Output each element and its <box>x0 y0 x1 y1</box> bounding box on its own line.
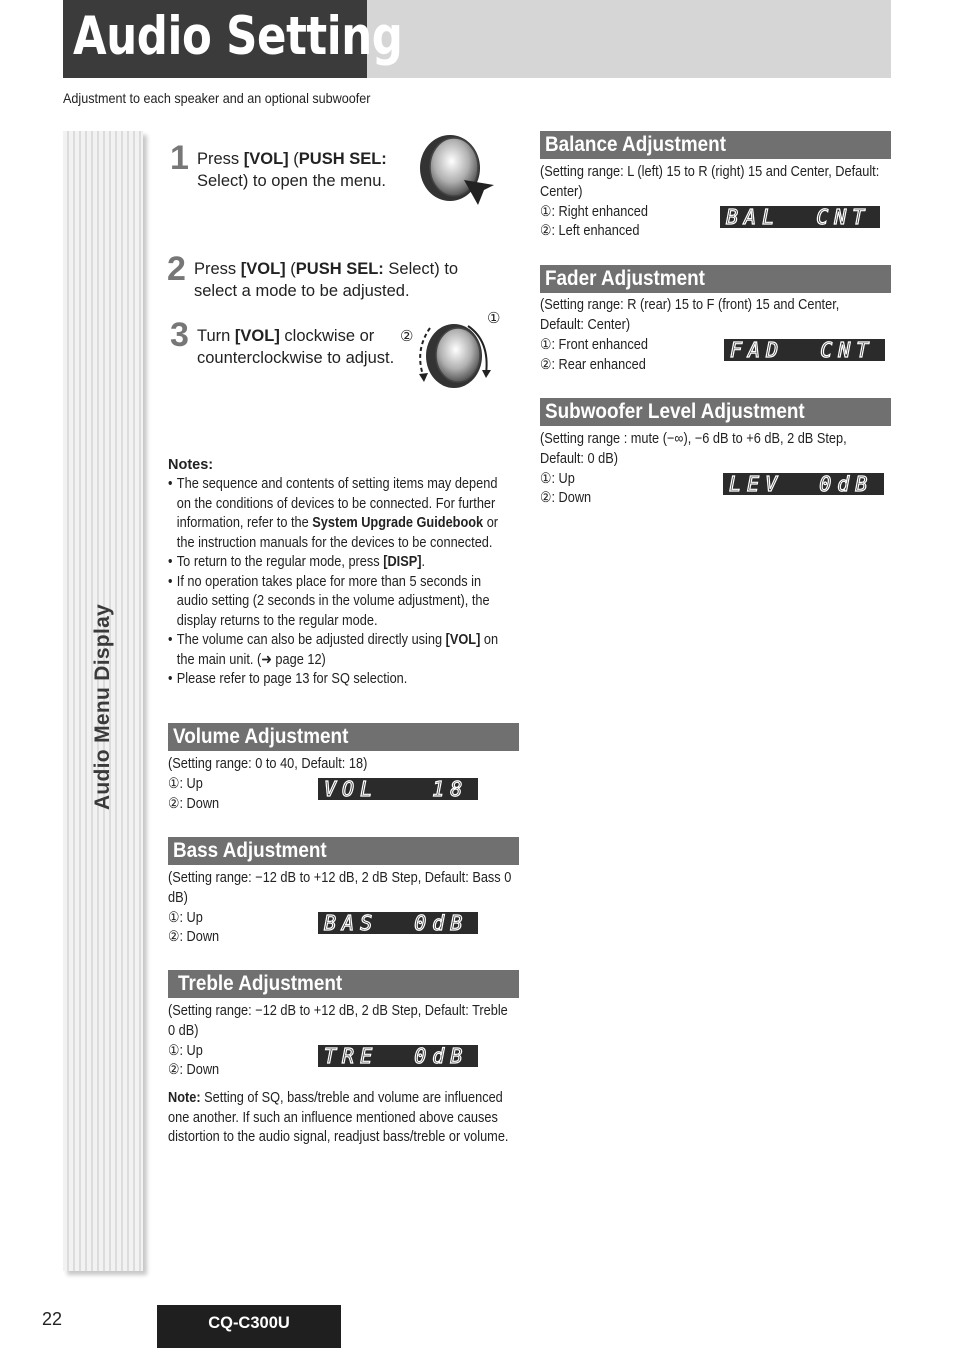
balance-option-1: ①: Right enhanced <box>540 204 648 220</box>
volume-lcd-display <box>318 778 478 800</box>
step-2-key2: PUSH SEL: <box>295 260 384 278</box>
balance-option-2: ②: Left enhanced <box>540 223 640 239</box>
treble-section-header <box>168 970 519 998</box>
volume-option-1: ①: Up <box>168 776 203 792</box>
step-1-mid: ( <box>288 150 299 168</box>
treble-lcd-text: TRE 0dB <box>324 1044 469 1068</box>
knob-push-icon <box>412 130 496 205</box>
fader-option-2: ②: Rear enhanced <box>540 357 646 373</box>
step-1-key: [VOL] <box>243 150 289 168</box>
bass-option-2: ②: Down <box>168 929 220 945</box>
volume-title: Volume Adjustment <box>173 725 349 748</box>
model-badge: CQ-C300U <box>157 1305 341 1348</box>
step-3-number: 3 <box>170 316 189 354</box>
notes-list <box>168 475 514 690</box>
balance-lcd-display <box>720 206 880 228</box>
step-3-key: [VOL] <box>234 327 280 345</box>
subwoofer-lcd-text: LEV 0dB <box>729 472 874 496</box>
volume-option-2: ②: Down <box>168 796 220 812</box>
page-subtitle: Adjustment to each speaker and an optional subwoofer <box>63 90 371 106</box>
volume-lcd-text: VOL 18 <box>324 777 469 801</box>
note-4-pre: The volume can also be adjusted directly using <box>176 632 446 648</box>
bass-section-header <box>168 837 519 865</box>
page-number: 22 <box>42 1309 63 1329</box>
subwoofer-range: (Setting range : mute (−∞), −6 dB to +6 dB, 2 dB Step, Default: 0 dB) <box>540 431 847 467</box>
subwoofer-option-2: ②: Down <box>540 490 592 506</box>
bass-lcd-text: BAS 0dB <box>324 911 469 935</box>
bass-option-1: ①: Up <box>168 910 203 926</box>
step-2-text <box>194 258 504 302</box>
note-1 <box>168 475 514 553</box>
fader-lcd-display <box>724 339 885 361</box>
fader-lcd-text: FAD CNT <box>730 338 875 362</box>
note-1-bold: System Upgrade Guidebook <box>312 515 484 531</box>
note-2-bold: [DISP] <box>383 554 422 570</box>
note-2-post: . <box>421 554 426 570</box>
note-5: • Please refer to page 13 for SQ selection. <box>168 670 514 690</box>
knob-label-2: ② <box>400 328 414 345</box>
treble-title: Treble Adjustment <box>178 972 343 995</box>
fader-section-header <box>540 265 891 293</box>
step-3-post: clockwise or counterclockwise to adjust. <box>197 327 395 367</box>
step-2-number: 2 <box>167 250 186 288</box>
subwoofer-option-1: ①: Up <box>540 471 575 487</box>
subwoofer-title: Subwoofer Level Adjustment <box>545 400 805 423</box>
balance-lcd-text: BAL CNT <box>726 205 871 229</box>
step-1-pre: Press <box>197 150 244 168</box>
balance-range: (Setting range: L (left) 15 to R (right) 15 and Center, Default: Center) <box>540 164 880 200</box>
side-tab-label: Audio Menu Display <box>91 603 114 811</box>
note-2 <box>168 553 514 573</box>
note-3: • If no operation takes place for more than 5 seconds in audio setting (2 seconds in the volume adjustment), the display returns to the regular mode. <box>168 573 514 632</box>
bass-title: Bass Adjustment <box>173 839 327 862</box>
step-1-text <box>197 148 412 192</box>
note-4 <box>168 631 514 670</box>
volume-range: (Setting range: 0 to 40, Default: 18) <box>168 756 368 772</box>
step-1-number: 1 <box>170 139 189 177</box>
treble-lcd-display <box>318 1045 478 1067</box>
bass-range: (Setting range: −12 dB to +12 dB, 2 dB Step, Default: Bass 0 dB) <box>168 870 512 906</box>
step-2-pre: Press <box>194 260 241 278</box>
subwoofer-lcd-display <box>723 473 884 495</box>
step-2-post: Select) to select a mode to be adjusted. <box>194 260 459 300</box>
subwoofer-section-header <box>540 398 891 426</box>
step-1-key2: PUSH SEL: <box>298 150 387 168</box>
step-1-post: Select) to open the menu. <box>197 172 386 190</box>
knob-label-1: ① <box>487 310 501 327</box>
note-1-post: or the instruction manuals for the devices to be connected. <box>176 515 499 551</box>
step-2-mid: ( <box>285 260 296 278</box>
fader-option-1: ①: Front enhanced <box>540 337 648 353</box>
note-4-bold: [VOL] <box>445 632 481 648</box>
balance-section-header <box>540 131 891 159</box>
bass-lcd-display <box>318 912 478 934</box>
note-1-pre: The sequence and contents of setting items may depend on the conditions of devices to be connected. For further information, refer to the <box>176 476 498 531</box>
footnote-text: Setting of SQ, bass/treble and volume are influenced one another. If such an influence mentioned above causes distortion to the audio signal, readjust bass/treble or volume. <box>168 1090 509 1145</box>
footnote <box>168 1089 514 1148</box>
treble-option-2: ②: Down <box>168 1062 220 1078</box>
footnote-label: Note: <box>168 1090 201 1106</box>
treble-range: (Setting range: −12 dB to +12 dB, 2 dB Step, Default: Treble 0 dB) <box>168 1003 508 1039</box>
balance-title: Balance Adjustment <box>545 133 726 156</box>
step-3-text <box>197 325 397 369</box>
fader-title: Fader Adjustment <box>545 267 705 290</box>
note-4-post: on the main unit. (➜ page 12) <box>176 632 499 668</box>
step-2-key: [VOL] <box>240 260 286 278</box>
step-3-pre: Turn <box>197 327 235 345</box>
fader-range: (Setting range: R (rear) 15 to F (front) 15 and Center, Default: Center) <box>540 297 840 333</box>
page-title: Audio Setting <box>73 6 403 67</box>
volume-section-header <box>168 723 519 751</box>
treble-option-1: ①: Up <box>168 1043 203 1059</box>
notes-heading: Notes: <box>168 457 214 473</box>
note-2-pre: To return to the regular mode, press <box>176 554 384 570</box>
